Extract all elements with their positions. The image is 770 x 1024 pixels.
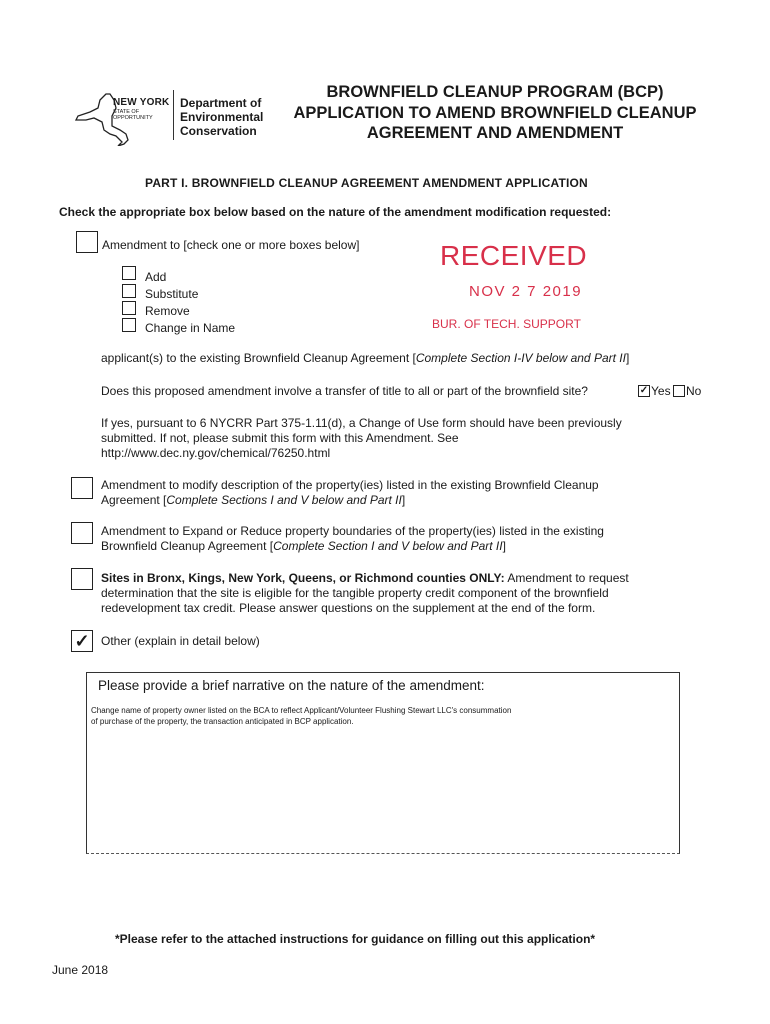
applicant-trailer [101, 351, 629, 366]
amend-modify-line-start: Agreement [ [101, 493, 167, 507]
transfer-no-checkbox[interactable] [673, 385, 685, 397]
amend-expand-line [101, 539, 604, 554]
logo-state-tagline: STATE OF OPPORTUNITY [113, 109, 153, 121]
amend-modify-line-end: ] [401, 493, 406, 507]
substitute-label: Substitute [145, 287, 199, 301]
applicant-trailer-text: applicant(s) to the existing Brownfield Cleanup Agreement [ [101, 351, 416, 365]
amend-expand-line-italic: Complete Section I and V below and Part II [273, 539, 503, 553]
form-title-line: BROWNFIELD CLEANUP PROGRAM (BCP) [326, 83, 664, 101]
instruction-text: Check the appropriate box below based on the nature of the amendment modification requested: [59, 205, 612, 219]
transfer-note-line: If yes, pursuant to 6 NYCRR Part 375-1.11(d), a Change of Use form should have been previously [101, 416, 622, 430]
change-in-name-checkbox[interactable] [122, 318, 136, 332]
amend-applicant-checkbox[interactable] [76, 231, 98, 253]
substitute-checkbox[interactable] [122, 284, 136, 298]
amend-sites-line: redevelopment tax credit. Please answer questions on the supplement at the end of the form. [101, 601, 596, 615]
footer-date: June 2018 [52, 963, 109, 977]
narrative-text-line: of purchase of the property, the transaction anticipated in BCP application. [91, 717, 354, 726]
checkmark-icon: ✓ [74, 631, 90, 651]
amend-sites-line: determination that the site is eligible for the tangible property credit component of the brownfield [101, 586, 609, 600]
applicant-trailer-end: ] [625, 351, 630, 365]
transfer-yes-label: Yes [651, 384, 671, 398]
received-stamp-date: NOV 2 7 2019 [469, 283, 583, 300]
transfer-note-line: submitted. If not, please submit this form with this Amendment. See [101, 431, 459, 445]
transfer-note [101, 416, 622, 461]
amend-sites-checkbox[interactable] [71, 568, 93, 590]
amend-expand-line: Amendment to Expand or Reduce property boundaries of the property(ies) listed in the existing [101, 524, 604, 538]
amend-expand-label [101, 524, 604, 554]
add-checkbox[interactable] [122, 266, 136, 280]
amend-sites-label [101, 571, 629, 616]
logo-department-line: Department of [180, 96, 262, 110]
logo-department [180, 96, 280, 138]
transfer-yes-checkbox[interactable] [638, 385, 650, 397]
amend-modify-label [101, 478, 599, 508]
narrative-text-line: Change name of property owner listed on the BCA to reflect Applicant/Volunteer Flushing Stewart LLC's consummation [91, 706, 512, 715]
amend-sites-bold: Sites in Bronx, Kings, New York, Queens, or Richmond counties ONLY: [101, 571, 505, 585]
amend-modify-checkbox[interactable] [71, 477, 93, 499]
received-stamp-bureau: BUR. OF TECH. SUPPORT [432, 317, 581, 331]
form-title-line: APPLICATION TO AMEND BROWNFIELD CLEANUP [293, 103, 697, 122]
amend-expand-line-start: Brownfield Cleanup Agreement [ [101, 539, 274, 553]
remove-label: Remove [145, 304, 190, 318]
narrative-text [91, 705, 671, 727]
amend-sites-line [101, 571, 629, 586]
logo-department-line: Conservation [180, 124, 257, 138]
change-in-name-label: Change in Name [145, 321, 236, 335]
form-title [280, 82, 710, 144]
narrative-prompt: Please provide a brief narrative on the nature of the amendment: [98, 678, 485, 693]
logo-state-name: NEW YORK [113, 97, 170, 108]
logo-divider [173, 90, 174, 140]
remove-checkbox[interactable] [122, 301, 136, 315]
amend-sites-line-rest: Amendment to request [504, 571, 629, 585]
form-title-line: AGREEMENT AND AMENDMENT [366, 124, 624, 142]
other-checkbox[interactable] [71, 630, 93, 652]
narrative-box[interactable] [86, 672, 680, 854]
transfer-question: Does this proposed amendment involve a transfer of title to all or part of the brownfield site? [101, 384, 588, 398]
amend-modify-line [101, 493, 599, 508]
footer-note: *Please refer to the attached instructions for guidance on filling out this application* [115, 932, 596, 946]
add-label: Add [145, 270, 167, 284]
amend-expand-checkbox[interactable] [71, 522, 93, 544]
received-stamp: RECEIVED [440, 240, 588, 271]
amend-modify-line-italic: Complete Sections I and V below and Part II [166, 493, 402, 507]
checkmark-icon: ✓ [639, 385, 649, 396]
amend-applicant-label: Amendment to [check one or more boxes below] [102, 238, 360, 252]
part-title: PART I. BROWNFIELD CLEANUP AGREEMENT AMENDMENT APPLICATION [145, 176, 588, 190]
amend-expand-line-end: ] [502, 539, 506, 553]
other-label: Other (explain in detail below) [101, 634, 260, 648]
transfer-no-label: No [686, 384, 702, 398]
transfer-note-link[interactable]: http://www.dec.ny.gov/chemical/76250.html [101, 446, 331, 460]
applicant-trailer-italic: Complete Section I-IV below and Part II [415, 351, 626, 365]
amend-modify-line: Amendment to modify description of the property(ies) listed in the existing Brownfield Cleanup [101, 478, 599, 492]
logo-department-line: Environmental [180, 110, 264, 124]
